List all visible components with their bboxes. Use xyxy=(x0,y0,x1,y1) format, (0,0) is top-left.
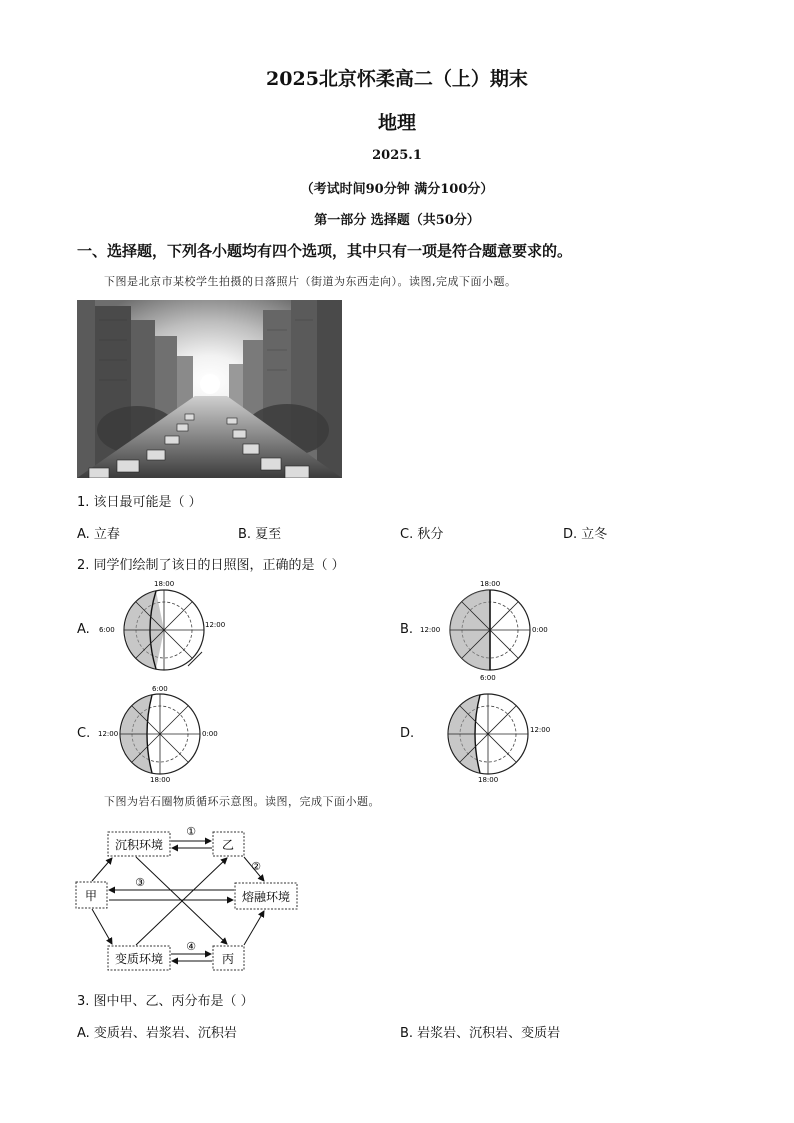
q1-option-c[interactable]: C. 秋分 xyxy=(400,527,444,542)
yi-label: 乙 xyxy=(221,838,235,852)
q3-option-b[interactable]: B. 岩浆岩、沉积岩、变质岩 xyxy=(400,1026,561,1041)
melting-label: 熔融环境 xyxy=(241,890,291,904)
jia-label: 甲 xyxy=(84,889,98,903)
part-title: 第一部分 选择题（共50分） xyxy=(314,213,480,228)
section-heading: 一、选择题，下列各小题均有四个选项，其中只有一项是符合题意要求的。 xyxy=(77,242,573,260)
metamorphic-label: 变质环境 xyxy=(114,952,164,966)
bing-label: 丙 xyxy=(221,952,235,966)
q2-option-a-label[interactable]: A. xyxy=(77,622,90,637)
question-3-stem: 3. 图中甲、乙、丙分布是（ ） xyxy=(77,994,254,1009)
c-bottom-label: 18:00 xyxy=(150,776,171,784)
c-top-label: 6:00 xyxy=(152,685,168,693)
b-right-label: 0:00 xyxy=(532,626,548,634)
arrow-3-label: ③ xyxy=(135,876,145,889)
q1-option-a[interactable]: A. 立春 xyxy=(77,527,120,542)
exam-date: 2025.1 xyxy=(372,148,422,163)
q2-option-b-label[interactable]: B. xyxy=(400,622,414,637)
arrow-2-label: ② xyxy=(251,860,261,873)
q2-option-c-diagram[interactable] xyxy=(98,684,228,784)
question-2-stem: 2. 同学们绘制了该日的日照图，正确的是（ ） xyxy=(77,558,345,573)
arrow-1-label: ① xyxy=(186,825,196,838)
d-bottom-label: 18:00 xyxy=(478,776,499,784)
c-right-label: 0:00 xyxy=(202,730,218,738)
subject-title: 地理 xyxy=(377,112,416,134)
intro-text-1: 下图是北京市某校学生拍摄的日落照片（街道为东西走向）。读图,完成下面小题。 xyxy=(104,275,517,288)
sedimentary-label: 沉积环境 xyxy=(114,838,164,852)
a-left-label: 6:00 xyxy=(99,626,115,634)
q2-option-d-diagram[interactable] xyxy=(438,684,558,784)
c-left-label: 12:00 xyxy=(98,730,119,738)
b-left-label: 12:00 xyxy=(420,626,441,634)
a-right-label: 12:00 xyxy=(205,621,226,629)
arrow-4-label: ④ xyxy=(186,940,196,953)
d-right-label: 12:00 xyxy=(530,726,551,734)
b-bottom-label: 6:00 xyxy=(480,674,496,682)
q2-option-c-label[interactable]: C. xyxy=(77,726,91,741)
intro-text-2: 下图为岩石圈物质循环示意图。读图，完成下面小题。 xyxy=(104,795,380,808)
exam-info: （考试时间90分钟 满分100分） xyxy=(300,182,494,197)
q2-option-a-diagram[interactable] xyxy=(98,578,228,684)
question-1-stem: 1. 该日最可能是（ ） xyxy=(77,495,202,510)
q3-option-a[interactable]: A. 变质岩、岩浆岩、沉积岩 xyxy=(77,1026,237,1041)
q2-option-b-diagram[interactable] xyxy=(418,578,558,684)
q2-option-d-label[interactable]: D. xyxy=(400,726,415,741)
a-top-label: 18:00 xyxy=(154,580,175,588)
page-title: 2025北京怀柔高二（上）期末 xyxy=(266,68,528,90)
sunset-street-photo xyxy=(77,300,342,478)
b-top-label: 18:00 xyxy=(480,580,501,588)
rock-cycle-diagram xyxy=(72,820,307,980)
q1-option-b[interactable]: B. 夏至 xyxy=(238,527,282,542)
q1-option-d[interactable]: D. 立冬 xyxy=(563,527,608,542)
